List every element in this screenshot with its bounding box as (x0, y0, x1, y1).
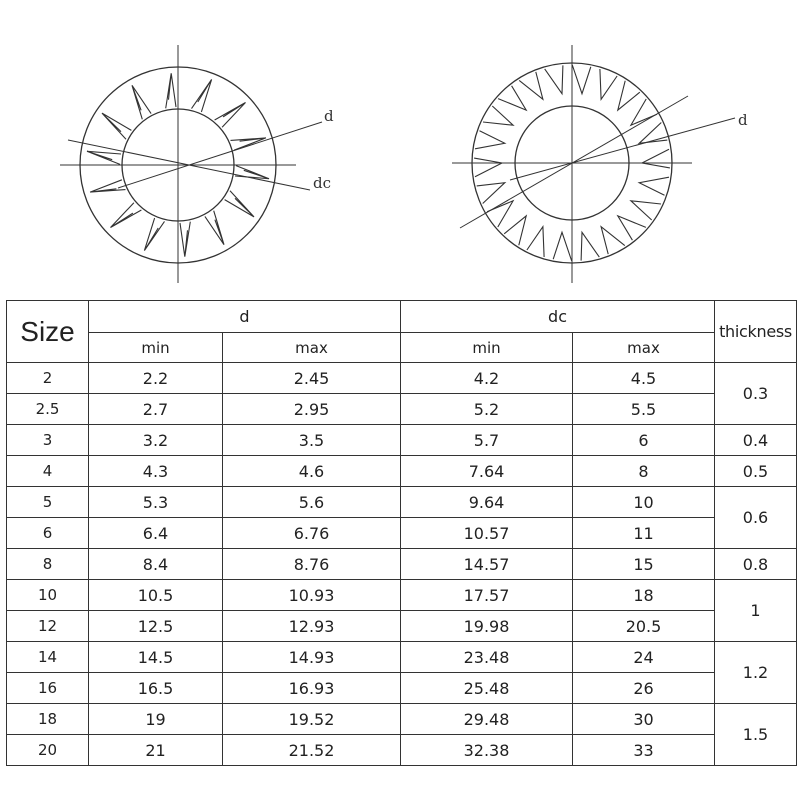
dc-max-cell: 20.5 (573, 611, 715, 642)
table-row (7, 487, 797, 518)
dc-max-cell: 33 (573, 735, 715, 766)
washer-serration (527, 227, 544, 257)
washer-tooth (144, 218, 164, 251)
washer-serration (498, 86, 526, 110)
d-min-cell: 2.7 (89, 394, 223, 425)
dc-min-cell: 32.38 (401, 735, 573, 766)
thickness-cell: 1.2 (715, 642, 797, 704)
dc-max-cell: 26 (573, 673, 715, 704)
washer-tooth (180, 222, 190, 257)
d-min-cell: 16.5 (89, 673, 223, 704)
dc-min-cell: 9.64 (401, 487, 573, 518)
thickness-cell: 1.5 (715, 704, 797, 766)
header-size: Size (7, 301, 89, 363)
washer-tooth (102, 113, 131, 139)
size-cell: 12 (7, 611, 89, 642)
washer-serration (642, 149, 670, 168)
washer-tooth (111, 203, 142, 228)
dc-max-cell: 5.5 (573, 394, 715, 425)
d-max-cell: 14.93 (223, 642, 401, 673)
table-row (7, 394, 797, 425)
dc-max-cell: 10 (573, 487, 715, 518)
table-row (7, 704, 797, 735)
size-cell: 2 (7, 363, 89, 394)
washer-tooth (215, 103, 246, 128)
washer-drawings (0, 0, 800, 296)
d-max-cell: 6.76 (223, 518, 401, 549)
dc-min-cell: 7.64 (401, 456, 573, 487)
d-min-cell: 14.5 (89, 642, 223, 673)
size-cell: 10 (7, 580, 89, 611)
washer-tooth (231, 138, 266, 150)
washer-spec-table (6, 300, 797, 766)
table-row (7, 549, 797, 580)
d-min-cell: 12.5 (89, 611, 223, 642)
washer-tooth (235, 166, 269, 179)
thickness-cell: 1 (715, 580, 797, 642)
thickness-cell: 0.8 (715, 549, 797, 580)
label-d-left: d (324, 107, 334, 125)
table-row (7, 735, 797, 766)
table-row (7, 673, 797, 704)
dc-min-cell: 17.57 (401, 580, 573, 611)
washer-serration (600, 69, 617, 99)
d-min-cell: 5.3 (89, 487, 223, 518)
header-dc-max: max (573, 333, 715, 363)
dc-min-cell: 5.7 (401, 425, 573, 456)
thickness-cell: 0.4 (715, 425, 797, 456)
washer-tooth (205, 211, 224, 245)
d-min-cell: 10.5 (89, 580, 223, 611)
size-cell: 8 (7, 549, 89, 580)
table-row (7, 518, 797, 549)
d-max-cell: 12.93 (223, 611, 401, 642)
size-cell: 2.5 (7, 394, 89, 425)
washer-tooth (192, 79, 212, 112)
washer-serration (475, 131, 505, 149)
d-max-cell: 16.93 (223, 673, 401, 704)
d-min-cell: 2.2 (89, 363, 223, 394)
washer-serration (474, 158, 502, 177)
washer-serration (618, 216, 646, 240)
thickness-cell: 0.5 (715, 456, 797, 487)
d-min-cell: 3.2 (89, 425, 223, 456)
dc-min-cell: 5.2 (401, 394, 573, 425)
size-cell: 16 (7, 673, 89, 704)
d-min-cell: 21 (89, 735, 223, 766)
d-max-cell: 8.76 (223, 549, 401, 580)
dc-min-cell: 10.57 (401, 518, 573, 549)
header-dc: dc (401, 301, 715, 333)
washer-serration (581, 232, 599, 260)
dc-min-cell: 25.48 (401, 673, 573, 704)
washer-serration (553, 232, 572, 261)
header-d-max: max (223, 333, 401, 363)
size-cell: 20 (7, 735, 89, 766)
table-row (7, 425, 797, 456)
dc-min-cell: 19.98 (401, 611, 573, 642)
washer-serration (545, 65, 563, 93)
dc-max-cell: 30 (573, 704, 715, 735)
dc-min-cell: 4.2 (401, 363, 573, 394)
d-min-cell: 19 (89, 704, 223, 735)
external-tooth-washer-drawing (60, 45, 322, 283)
dc-max-cell: 11 (573, 518, 715, 549)
washer-tooth (90, 180, 125, 192)
dc-min-cell: 14.57 (401, 549, 573, 580)
washer-tooth (87, 151, 121, 164)
washer-serration (618, 81, 640, 110)
washer-serration (572, 65, 591, 94)
d-max-cell: 5.6 (223, 487, 401, 518)
header-d: d (89, 301, 401, 333)
d-min-cell: 4.3 (89, 456, 223, 487)
d-min-cell: 8.4 (89, 549, 223, 580)
dc-max-cell: 24 (573, 642, 715, 673)
dimension-line-d-leader (510, 118, 735, 180)
thickness-cell: 0.6 (715, 487, 797, 549)
d-max-cell: 21.52 (223, 735, 401, 766)
size-cell: 5 (7, 487, 89, 518)
washer-serration (477, 183, 505, 204)
dc-min-cell: 29.48 (401, 704, 573, 735)
dc-max-cell: 8 (573, 456, 715, 487)
thickness-cell: 0.3 (715, 363, 797, 425)
table-row (7, 363, 797, 394)
d-max-cell: 19.52 (223, 704, 401, 735)
size-cell: 18 (7, 704, 89, 735)
washer-tooth (166, 73, 176, 108)
header-thickness: thickness (715, 301, 797, 363)
dc-max-cell: 15 (573, 549, 715, 580)
dc-min-cell: 23.48 (401, 642, 573, 673)
table-row (7, 456, 797, 487)
label-dc-left: dc (313, 174, 332, 192)
serrated-washer-drawing (452, 45, 735, 283)
d-max-cell: 2.95 (223, 394, 401, 425)
washer-serration (639, 177, 669, 195)
d-max-cell: 3.5 (223, 425, 401, 456)
d-max-cell: 4.6 (223, 456, 401, 487)
table-row (7, 642, 797, 673)
washer-tooth (132, 85, 151, 119)
spec-table-body (7, 363, 797, 766)
header-dc-min: min (401, 333, 573, 363)
label-d-right: d (738, 111, 748, 129)
size-cell: 4 (7, 456, 89, 487)
d-max-cell: 10.93 (223, 580, 401, 611)
size-cell: 14 (7, 642, 89, 673)
d-max-cell: 2.45 (223, 363, 401, 394)
dc-max-cell: 18 (573, 580, 715, 611)
washer-serration (504, 216, 526, 245)
size-cell: 6 (7, 518, 89, 549)
size-cell: 3 (7, 425, 89, 456)
dc-max-cell: 4.5 (573, 363, 715, 394)
table-row (7, 611, 797, 642)
washer-tooth (225, 191, 254, 217)
dc-max-cell: 6 (573, 425, 715, 456)
d-min-cell: 6.4 (89, 518, 223, 549)
header-d-min: min (89, 333, 223, 363)
table-row (7, 580, 797, 611)
dimension-line-d (118, 122, 322, 188)
